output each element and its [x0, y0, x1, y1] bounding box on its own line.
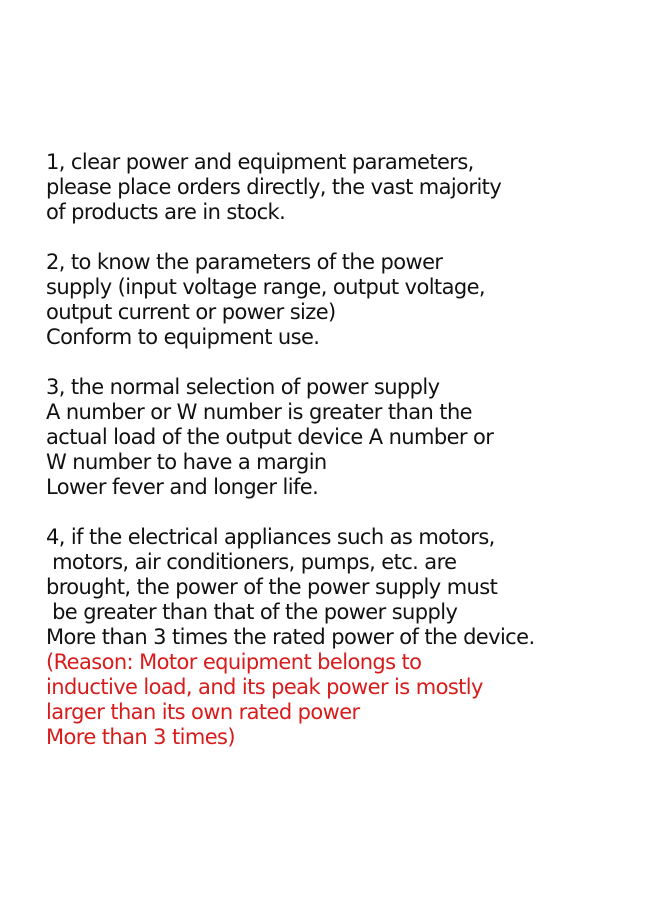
reason-note-line: larger than its own rated power [46, 700, 360, 724]
reason-note-line: inductive load, and its peak power is mostly [46, 675, 483, 699]
text-line: 3, the normal selection of power supply [46, 375, 440, 399]
text-line: Lower fever and longer life. [46, 475, 319, 499]
text-line: brought, the power of the power supply must [46, 575, 498, 599]
text-line: W number to have a margin [46, 450, 327, 474]
reason-note-line: More than 3 times) [46, 725, 235, 749]
document-body [46, 150, 636, 775]
text-line: 4, if the electrical appliances such as motors, [46, 525, 495, 549]
text-line: of products are in stock. [46, 200, 286, 224]
text-line: actual load of the output device A number or [46, 425, 494, 449]
text-line: output current or power size) [46, 300, 336, 324]
text-line: supply (input voltage range, output voltage, [46, 275, 485, 299]
paragraph-2 [46, 250, 636, 350]
text-line: 2, to know the parameters of the power [46, 250, 443, 274]
text-line: More than 3 times the rated power of the device. [46, 625, 535, 649]
paragraph-1 [46, 150, 636, 225]
paragraph-3 [46, 375, 636, 500]
text-line: motors, air conditioners, pumps, etc. are [46, 550, 457, 574]
paragraph-4 [46, 525, 636, 750]
text-line: be greater than that of the power supply [46, 600, 458, 624]
text-line: 1, clear power and equipment parameters, [46, 150, 474, 174]
text-line: please place orders directly, the vast majority [46, 175, 502, 199]
text-line: A number or W number is greater than the [46, 400, 472, 424]
reason-note-line: (Reason: Motor equipment belongs to [46, 650, 422, 674]
text-line: Conform to equipment use. [46, 325, 320, 349]
